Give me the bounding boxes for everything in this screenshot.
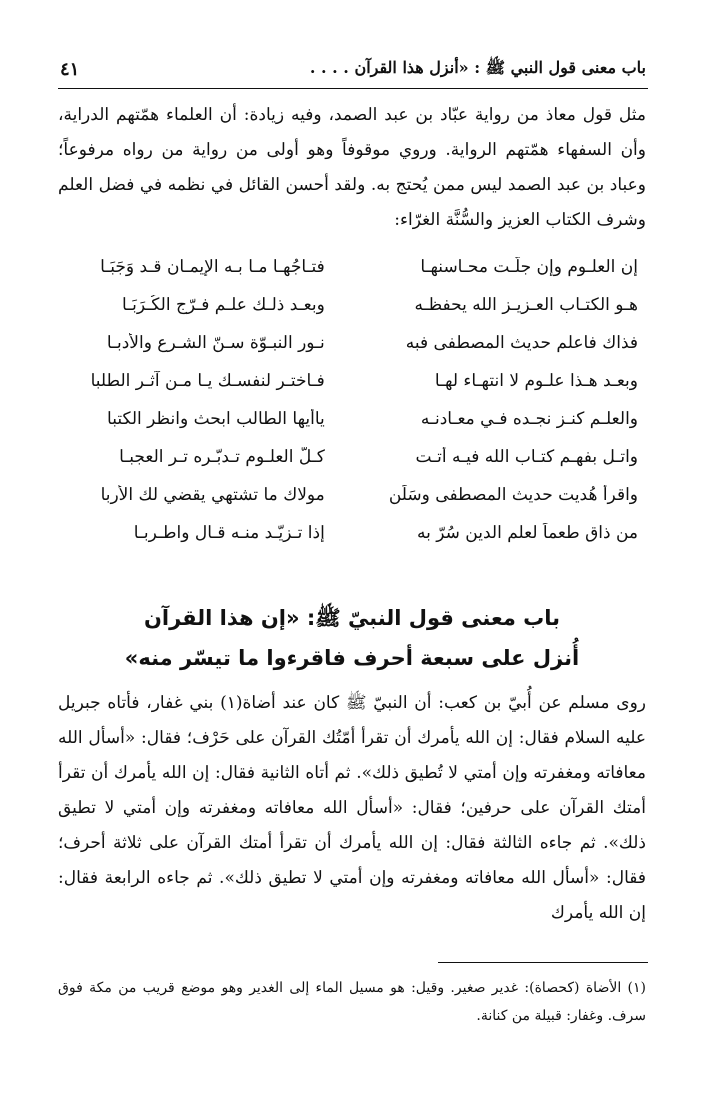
running-title: باب معنى قول النبي ﷺ : «أنزل هذا القرآن . . . . bbox=[309, 57, 646, 77]
verse-second-hemistich: وبعـد ذلـك علـم فـرّج الكُـرَبَـا bbox=[122, 295, 325, 315]
verse-first-hemistich: واقرأ هُديت حديث المصطفى وسَلَن bbox=[388, 485, 638, 505]
page-number: ٤١ bbox=[60, 58, 80, 80]
verse-second-hemistich: نـور النبـوّة سـنّ الشـرع والأدبـا bbox=[106, 333, 325, 353]
verse-first-hemistich: واتـل بفهـم كتـاب الله فيـه أتـت bbox=[415, 447, 638, 467]
verse-first-hemistich: من ذاق طعماً لعلم الدين سُرّ به bbox=[417, 523, 638, 543]
poem-verse bbox=[58, 248, 638, 286]
verse-second-hemistich: فتـاجُهـا مـا بـه الإيمـان قـد وَجَبَـا bbox=[100, 257, 325, 277]
verse-second-hemistich: إذا تـزيّـد منـه قـال واطـربـا bbox=[133, 523, 325, 543]
verse-first-hemistich: والعلـم كنـز نجـده فـي معـادنـه bbox=[420, 409, 638, 429]
chapter-title bbox=[58, 598, 646, 678]
poem-verse bbox=[58, 476, 638, 514]
intro-paragraph: مثل قول معاذ من رواية عبّاد بن عبد الصمد، وفيه زيادة: أن العلماء همّتهم الدراية، وأن السفهاء همّتهم الرواية. وروي موقوفاً وهو أولى من رواية من رواه مرفوعاً؛ وعباد بن عبد الصمد ليس ممن يُحتج به. ولقد أحسن القائل في نظمه في فضل العلم وشرف الكتاب العزيز والسُّنَّة الغرّاء: bbox=[58, 105, 646, 230]
chapter-title-line-1: باب معنى قول النبيّ ﷺ: «إن هذا القرآن bbox=[143, 606, 561, 630]
poem-verse bbox=[58, 324, 638, 362]
verse-first-hemistich: هـو الكتـاب العـزيـز الله يحفظـه bbox=[414, 295, 638, 315]
poem-verse bbox=[58, 514, 638, 552]
poem-verse bbox=[58, 438, 638, 476]
poem-verse bbox=[58, 400, 638, 438]
verse-second-hemistich: كـلّ العلـوم تـدبّـره تـر العجبـا bbox=[119, 447, 325, 467]
poem bbox=[58, 248, 638, 552]
verse-second-hemistich: فـاختـر لنفسـك يـا مـن آثـر الطلبا bbox=[90, 371, 325, 391]
verse-second-hemistich: مولاك ما تشتهي يقضي لك الأربا bbox=[100, 485, 325, 505]
chapter-title-line-2: أُنزل على سبعة أحرف فاقرءوا ما تيسّر منه» bbox=[124, 646, 580, 670]
footnote-rule bbox=[438, 962, 648, 963]
verse-first-hemistich: إن العلـوم وإن جلّـت محـاسنهـا bbox=[420, 257, 638, 277]
poem-verse bbox=[58, 286, 638, 324]
verse-first-hemistich: فذاك فاعلم حديث المصطفى فبه bbox=[405, 333, 638, 353]
running-header bbox=[60, 52, 646, 86]
footnote: (١) الأضاة (كحصاة): غدير صغير. وقيل: هو مسيل الماء إلى الغدير وهو موضع قريب من مكة فوق سرف. وغفار: قبيلة من كنانة. bbox=[58, 980, 646, 1024]
verse-second-hemistich: ياأيها الطالب ابحث وانظر الكتبا bbox=[107, 409, 325, 429]
main-paragraph: روى مسلم عن أُبيّ بن كعب: أن النبيّ ﷺ كان عند أضاة(١) بني غفار، فأتاه جبريل عليه السلام فقال: إن الله يأمرك أن تقرأ أمّتُك القرآن على حَرْف؛ فقال: «أسأل الله معافاته ومغفرته وإن أمتي لا تُطيق ذلك». ثم أتاه الثانية فقال: إن الله يأمرك أن تقرأ أمتك القرآن على حرفين؛ فقال: «أسأل الله معافاته ومغفرته وإن أمتي لا تطيق ذلك». ثم جاءه الثالثة فقال: إن الله يأمرك أن تقرأ أمتك القرآن على ثلاثة أحرف؛ فقال: «أسأل الله معافاته ومغفرته وإن أمتي لا تطيق ذلك». ثم جاءه الرابعة فقال: إن الله يأمرك bbox=[58, 693, 646, 923]
header-rule bbox=[58, 88, 648, 89]
poem-verse bbox=[58, 362, 638, 400]
verse-first-hemistich: وبعـد هـذا علـوم لا انتهـاء لهـا bbox=[434, 371, 638, 391]
